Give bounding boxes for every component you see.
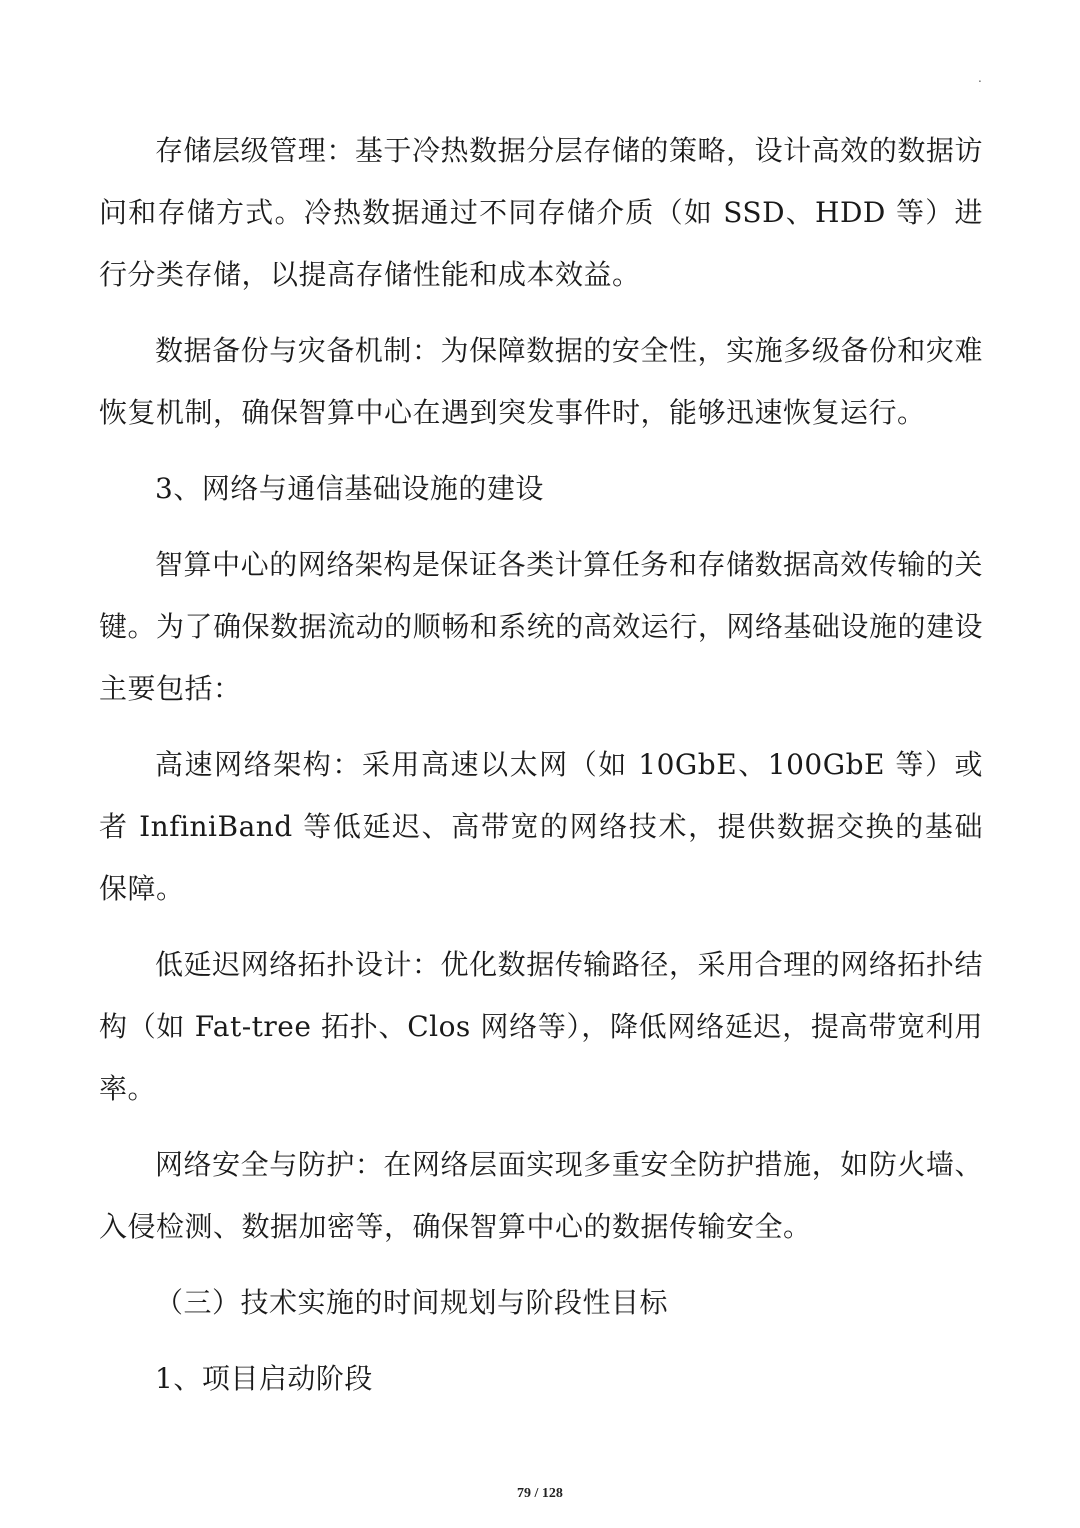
paragraph-network-security: 网络安全与防护：在网络层面实现多重安全防护措施，如防火墙、入侵检测、数据加密等，确保智算中心的数据传输安全。	[99, 1148, 983, 1243]
paragraph-low-latency-topology: 低延迟网络拓扑设计：优化数据传输路径，采用合理的网络拓扑结构（如 Fat-tree 拓扑、Clos 网络等），降低网络延迟，提高带宽利用率。	[99, 948, 983, 1105]
page-number: 79 / 128	[517, 1486, 563, 1501]
section-heading-timeline: （三）技术实施的时间规划与阶段性目标	[155, 1286, 669, 1319]
paragraph-backup-disaster-recovery: 数据备份与灾备机制：为保障数据的安全性，实施多级备份和灾难恢复机制，确保智算中心在遇到突发事件时，能够迅速恢复运行。	[99, 334, 983, 429]
paragraph-high-speed-network: 高速网络架构：采用高速以太网（如 10GbE、100GbE 等）或者 InfiniBand 等低延迟、高带宽的网络技术，提供数据交换的基础保障。	[99, 748, 983, 905]
header-mark: .	[978, 71, 982, 85]
subsection-heading-project-start: 1、项目启动阶段	[155, 1362, 373, 1395]
paragraph-storage-tiering: 存储层级管理：基于冷热数据分层存储的策略，设计高效的数据访问和存储方式。冷热数据通过不同存储介质（如 SSD、HDD 等）进行分类存储，以提高存储性能和成本效益。	[99, 134, 983, 291]
paragraph-network-architecture: 智算中心的网络架构是保证各类计算任务和存储数据高效传输的关键。为了确保数据流动的顺畅和系统的高效运行，网络基础设施的建设主要包括：	[99, 548, 983, 705]
section-heading-network: 3、网络与通信基础设施的建设	[155, 472, 544, 505]
document-body	[99, 120, 983, 1424]
